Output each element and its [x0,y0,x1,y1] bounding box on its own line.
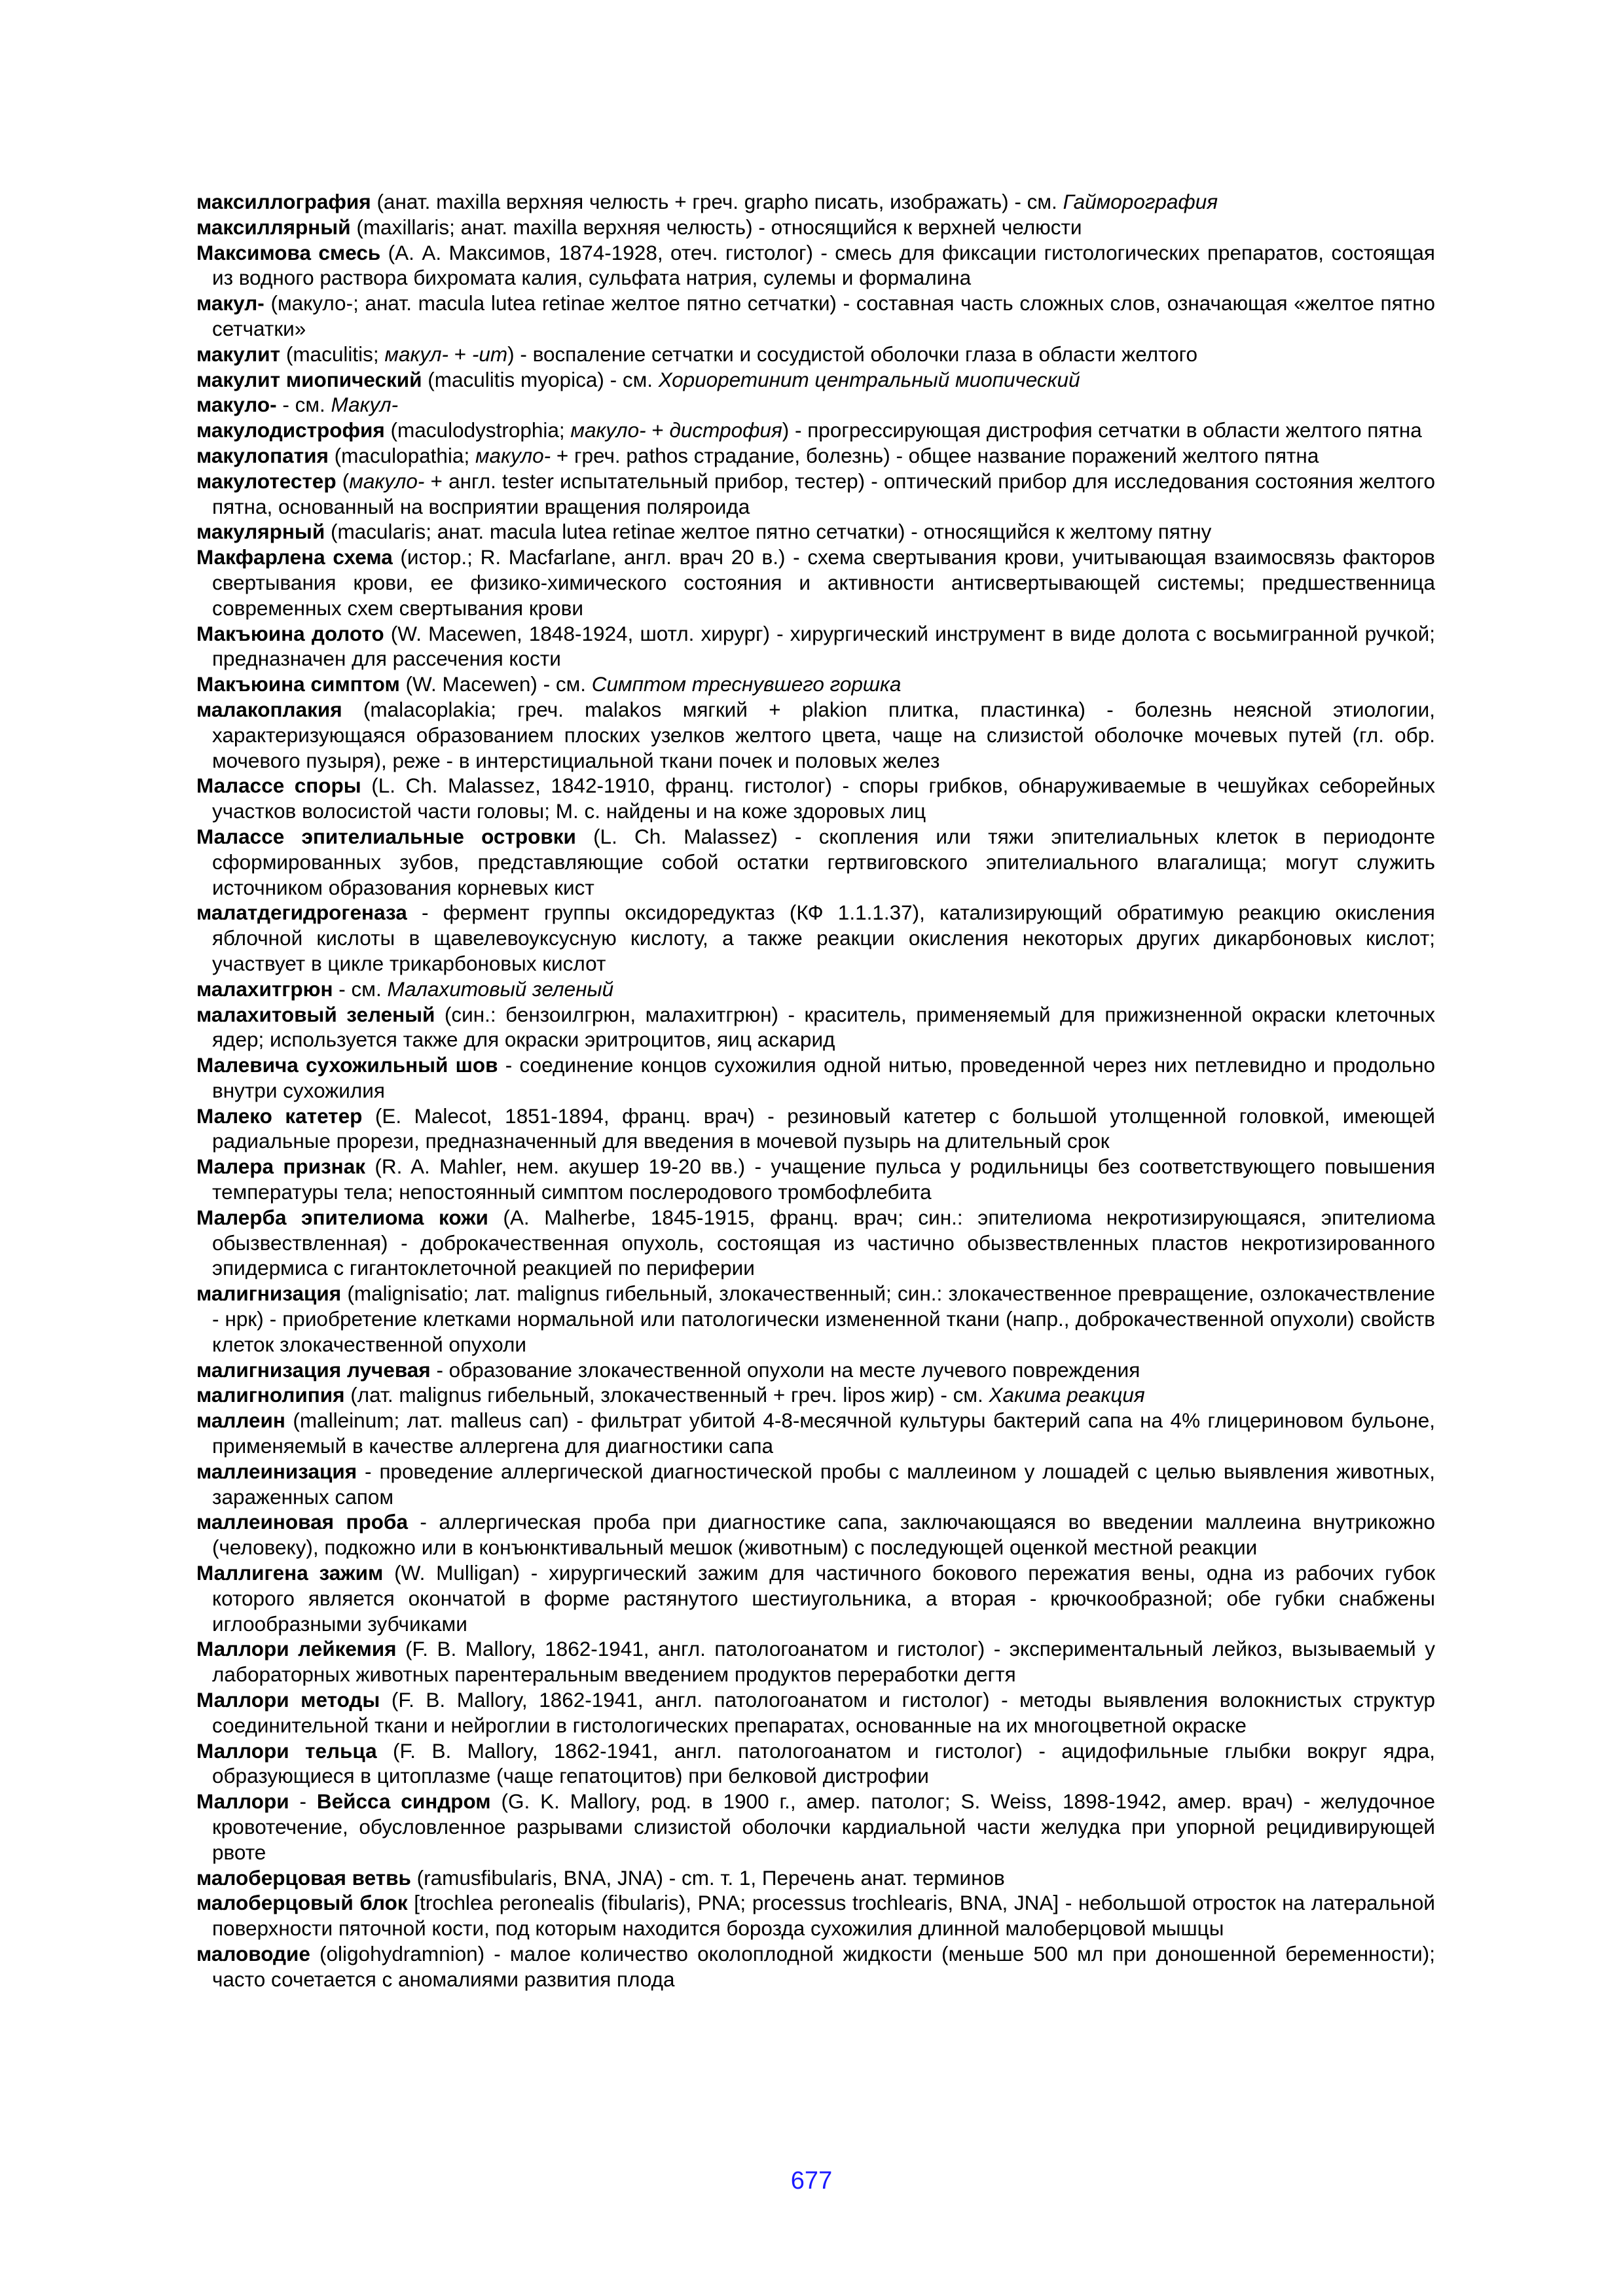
dictionary-entry [196,697,1435,773]
entry-definition: - проведение аллергической диагностической пробы с маллеином у лошадей с целью выявления животных, зараженных сапом [212,1459,1435,1509]
dictionary-entry [196,189,1435,215]
entry-definition: (malleinum; лат. malleus сап) - фильтрат убитой 4-8-месячной культуры бактерий сапа на 4% глицериновом бульоне, применяемый в качестве аллергена для диагностики сапа [212,1408,1435,1458]
entry-cross-reference: -ит [471,342,508,366]
entry-cross-reference: Гайморография [1063,190,1218,213]
dictionary-entry [196,215,1435,240]
entry-definition: (истор.; R. Macfarlane, англ. врач 20 в.) - схема свертывания крови, учитывающая взаимосвязь факторов свертывания крови, ее физико-химического состояния и активности антисвертывающей системы; предшественница современных схем свертывания крови [212,545,1435,620]
entry-definition: + [646,418,670,442]
entry-definition: - аллергическая проба при диагностике сапа, заключающаяся во введении маллеина внутрикожно (человеку), подкожно или в конъюнктивальный мешок (животным) с последующей оценкой местной реакции [212,1510,1435,1560]
dictionary-entry [196,824,1435,900]
entry-term: малигнизация [196,1282,342,1306]
entry-definition: (F. B. Mallory, 1862-1941, англ. патологоанатом и гистолог) - ацидофильные глыбки вокруг ядра, образующиеся в цитоплазме (чаще гепатоцитов) при белковой дистрофии [212,1738,1435,1788]
dictionary-entry [196,342,1435,367]
entry-term: максиллярный [196,215,351,239]
dictionary-entry [196,977,1435,1002]
entry-definition: - фермент группы оксидоредуктаз (КФ 1.1.1.37), катализирующий обратимую реакцию окисления яблочной кислоты в щавелевоуксусную кислоту, а также реакции окисления некоторых других дикарбоновых кислот; участвует в цикле трикарбоновых кислот [212,901,1435,975]
entry-term: Макъюина симптом [196,672,400,696]
dictionary-entry [196,392,1435,418]
entry-definition: (G. K. Mallory, род. в 1900 г., амер. патолог; S. Weiss, 1898-1942, амер. врач) - желудочное кровотечение, обусловленное разрывами слизистой оболочки кардиальной части желудка при упорной рецидивирующей рвоте [212,1789,1435,1864]
dictionary-entry [196,1154,1435,1205]
dictionary-entry [196,1408,1435,1459]
dictionary-entry [196,773,1435,824]
dictionary-entry [196,1560,1435,1636]
entry-definition: (maxillaris; анат. maxilla верхняя челюсть) - относящийся к верхней челюсти [350,215,1082,239]
entry-term: Маллори тельца [196,1738,377,1763]
entry-term: Малерба эпителиома кожи [196,1205,488,1229]
entry-term: Малера признак [196,1155,365,1179]
entry-definition: - образование злокачественной опухоли на месте лучевого повреждения [430,1357,1140,1382]
entry-term: макулит миопический [196,367,422,391]
dictionary-entry [196,1687,1435,1738]
dictionary-entry [196,1865,1435,1891]
dictionary-entry [196,367,1435,393]
dictionary-entry [196,1459,1435,1510]
entry-definition: (анат. maxilla верхняя челюсть + греч. grapho писать, изображать) - см. [371,190,1063,213]
entry-definition: (макуло-; анат. macula lutea retinae желтое пятно сетчатки) - составная часть сложных слов, означающая «желтое пятно сетчатки» [212,291,1435,340]
entry-term: Вейсса синдром [316,1789,491,1814]
entry-definition: (maculitis; [280,342,385,366]
entry-definition: - [289,1789,317,1814]
entry-term: малоберцовая ветвь [196,1865,411,1890]
entry-definition: [trochlea peronealis (fibularis), PNA; processus trochlearis, BNA, JNA] - небольшой отросток на латеральной поверхности пяточной кости, под которым находится борозда сухожилия длинной малоберцовой мышцы [212,1891,1435,1941]
dictionary-entry [196,1509,1435,1560]
dictionary-entry [196,1636,1435,1687]
entry-term: маллеинизация [196,1459,357,1483]
entry-definition: (macularis; анат. macula lutea retinae желтое пятно сетчатки) - относящийся к желтому пятну [325,520,1212,544]
entry-term: макуло- [196,393,277,417]
entry-definition: (А. А. Максимов, 1874-1928, отеч. гистолог) - смесь для фиксации гистологических препаратов, состоящая из водного раствора бихромата калия, сульфата натрия, сулемы и формалина [212,240,1435,290]
entry-term: Маллори лейкемия [196,1637,397,1661]
entry-term: маловодие [196,1941,310,1965]
entry-term: Макъюина долото [196,621,384,645]
entry-definition: (ramusfibularis, BNA, JNA) - cm. т. 1, Перечень анат. терминов [410,1865,1005,1890]
entry-definition: (A. Malherbe, 1845-1915, франц. врач; син.: эпителиома некротизирующаяся, эпителиома обызвествленная) - доброкачественная опухоль, состоящая из частично обызвествленных пластов некротизированного эпидермиса с гигантоклеточной реакцией по периферии [212,1205,1435,1280]
dictionary-entry [196,418,1435,443]
entry-term: макулопатия [196,443,329,467]
entry-definition: ) - воспаление сетчатки и сосудистой оболочки глаза в области желтого [507,342,1197,366]
entry-term: малакоплакия [196,697,342,721]
entry-definition: (син.: бензоилгрюн, малахитгрюн) - краситель, применяемый для прижизненной окраски клеточных ядер; используется также для окраски эритроцитов, яиц аскарид [212,1002,1436,1052]
entry-cross-reference: макуло- [349,469,425,493]
entry-term: Малассе эпителиальные островки [196,824,576,848]
entry-term: макул- [196,291,264,315]
entry-definition: (F. B. Mallory, 1862-1941, англ. патологоанатом и гистолог) - экспериментальный лейкоз, вызываемый у лабораторных животных парентеральным введением продуктов переработки дегтя [212,1637,1436,1687]
entry-term: макулярный [196,520,325,544]
entry-term: макулодистрофия [196,418,385,442]
entry-definition: (maculopathia; [328,443,475,467]
entry-definition: (maculitis myopica) - см. [422,367,659,391]
entry-term: малахитгрюн [196,977,333,1001]
entry-definition: (R. A. Mahler, нем. акушер 19-20 вв.) - учащение пульса у родильницы без соответствующего повышения температуры тела; непостоянный симптом послеродового тромбофлебита [212,1155,1435,1204]
entry-cross-reference: Хакима реакция [989,1383,1145,1407]
entry-definition: - см. [276,393,331,417]
entry-definition: (oligohydramnion) - малое количество околоплодной жидкости (меньше 500 мл при доношенной беременности); часто сочетается с аномалиями развития плода [212,1941,1435,1991]
entry-cross-reference: Макул- [331,393,399,417]
entry-definition: (W. Macewen, 1848-1924, шотл. хирург) - хирургический инструмент в виде долота с восьмигранной ручкой; предназначен для рассечения кости [212,621,1435,671]
entry-definition: (E. Malecot, 1851-1894, франц. врач) - резиновый катетер с большой утолщенной головкой, имеющей радиальные прорези, предназначенный для введения в мочевой пузырь на длительный срок [212,1103,1435,1153]
entry-term: маллеин [196,1408,285,1433]
entry-definition: (W. Macewen) - см. [399,672,592,696]
dictionary-entry [196,519,1435,545]
entry-cross-reference: Хориоретинит центральный миопический [658,367,1080,391]
entry-definition: (L. Ch. Malassez) - скопления или тяжи эпителиальных клеток в периодонте сформированных зубов, представляющие собой остатки гертвиговского эпителиального влагалища; могут служить источником образования корневых кист [212,824,1435,899]
entry-term: Малевича сухожильный шов [196,1053,498,1077]
dictionary-entry [196,1738,1435,1789]
entry-term: макулотестер [196,469,337,493]
dictionary-entry [196,621,1435,672]
entry-cross-reference: макуло- [475,443,551,467]
entry-definition: ) - прогрессирующая дистрофия сетчатки в области желтого пятна [782,418,1422,442]
entry-cross-reference: дистрофия [669,418,782,442]
entry-term: Максимова смесь [196,240,381,264]
dictionary-entry [196,545,1435,620]
dictionary-entry [196,1941,1435,1992]
entry-term: малигнизация лучевая [196,1357,431,1382]
dictionary-entry [196,1890,1435,1941]
entry-term: макулит [196,342,281,366]
dictionary-page [196,189,1435,1992]
dictionary-entry [196,291,1435,342]
entry-cross-reference: Малахитовый зеленый [387,977,614,1001]
page-number: 677 [790,2167,833,2195]
entry-definition: - соединение концов сухожилия одной нитью, проведенной через них петлевидно и продольно внутри сухожилия [212,1053,1435,1102]
dictionary-entry [196,672,1435,697]
entry-definition: + англ. tester испытательный прибор, тестер) - оптический прибор для исследования состояния желтого пятна, основанный на восприятии вращения поляроида [212,469,1435,518]
entry-definition: ( [336,469,350,493]
dictionary-entry [196,1789,1435,1865]
dictionary-entry [196,1002,1435,1053]
dictionary-entry [196,240,1435,291]
entry-term: Маллори методы [196,1688,380,1712]
dictionary-entry [196,469,1435,520]
dictionary-entry [196,1382,1435,1408]
entry-term: Маллигена зажим [196,1561,384,1585]
entry-term: малахитовый зеленый [196,1002,435,1026]
entry-term: Макфарлена схема [196,545,393,569]
entry-definition: (F. B. Mallory, 1862-1941, англ. патологоанатом и гистолог) - методы выявления волокнистых структур соединительной ткани и нейроглии в гистологических препаратах, основанные на их многоцветной окраске [212,1688,1435,1737]
dictionary-entry [196,1103,1435,1155]
dictionary-entry [196,443,1435,469]
dictionary-entry [196,1205,1435,1281]
entry-cross-reference: Симптом треснувшего горшка [591,672,902,696]
entry-term: малатдегидрогеназа [196,901,407,925]
entry-term: Малеко катетер [196,1103,363,1128]
entry-definition: (malacoplakia; греч. malakos мягкий + plakion плитка, пластинка) - болезнь неясной этиологии, характеризующаяся образованием плоских узелков желтого цвета, чаще на слизистой оболочке мочевых путей (гл. обр. мочевого пузыря), реже - в интерстициальной ткани почек и половых желез [212,697,1435,772]
dictionary-entry [196,1052,1435,1103]
entry-definition: - см. [333,977,388,1001]
entry-cross-reference: макул- [384,342,448,366]
dictionary-entry [196,1357,1435,1383]
entry-definition: (W. Mulligan) - хирургический зажим для частичного бокового пережатия вены, одна из рабочих губок которого является окончатой в форме растянутого шестиугольника, а вторая - крючкообразной; обе губки снабжены иглообразными зубчиками [212,1561,1435,1636]
entry-term: маллеиновая проба [196,1510,408,1534]
entry-definition: + [448,342,472,366]
entry-term: максиллография [196,190,371,213]
entry-term: малигнолипия [196,1383,345,1407]
dictionary-entry [196,1281,1435,1357]
entry-definition: (maculodystrophia; [384,418,571,442]
entry-definition: (L. Ch. Malassez, 1842-1910, франц. гистолог) - споры грибков, обнаруживаемые в чешуйках себорейных участков волосистой части головы; М. с. найдены и на коже здоровых лиц [212,774,1435,823]
entry-term: Маллори [196,1789,289,1814]
entry-term: малоберцовый блок [196,1891,408,1915]
entry-cross-reference: макуло- [570,418,646,442]
entry-definition: + греч. pathos страдание, болезнь) - общее название поражений желтого пятна [551,443,1319,467]
entry-definition: (malignisatio; лат. malignus гибельный, злокачественный; син.: злокачественное превращение, озлокачествление - нрк) - приобретение клетками нормальной или патологически измененной ткани (напр., доброкачественной опухоли) свойств клеток злокачественной опухоли [212,1282,1435,1356]
entry-definition: (лат. malignus гибельный, злокачественный + греч. lipos жир) - см. [344,1383,989,1407]
entry-term: Малассе споры [196,774,361,798]
dictionary-entry [196,900,1435,976]
